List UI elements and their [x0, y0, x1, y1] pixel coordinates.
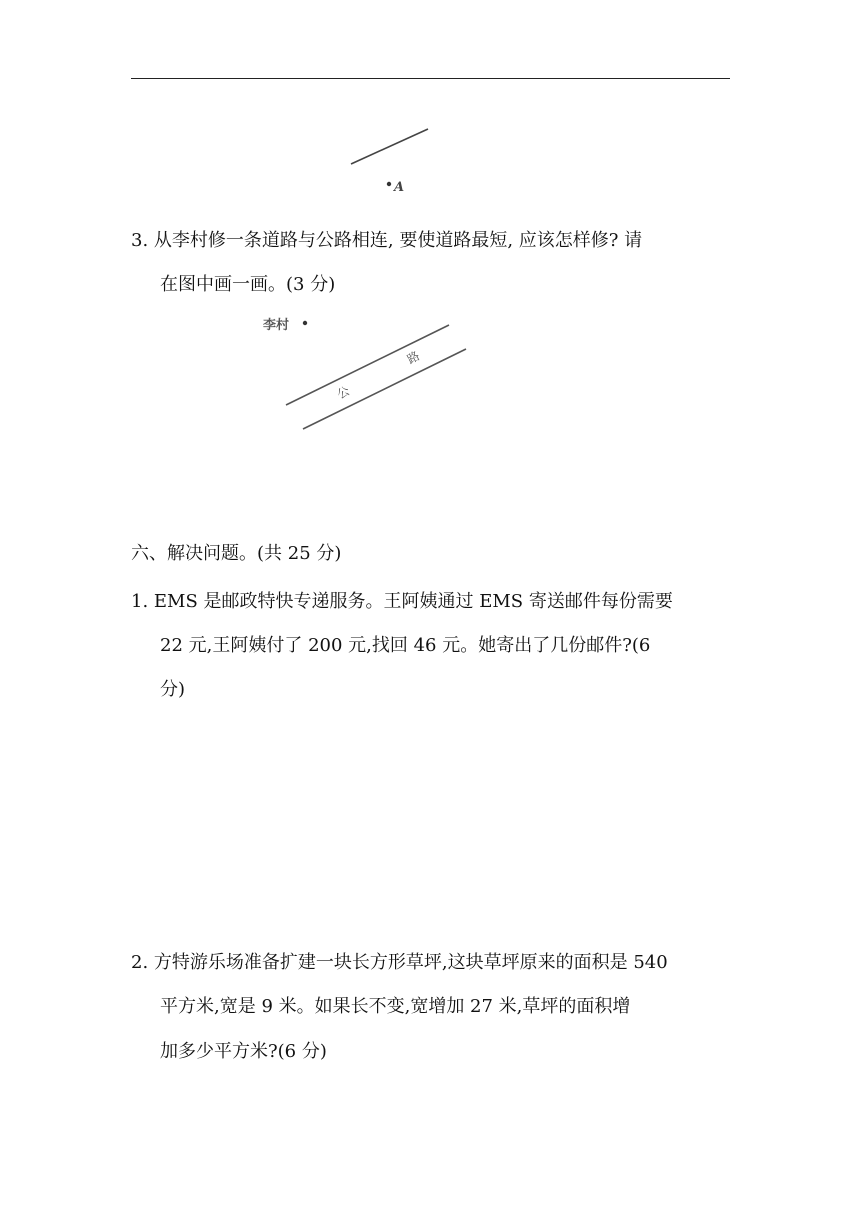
village-label: 李村 — [263, 318, 290, 333]
problem1-line2: 22 元,王阿姨付了 200 元,找回 46 元。她寄出了几份邮件?(6 — [160, 635, 651, 656]
figure-a-line — [351, 129, 428, 164]
village-dot — [303, 321, 307, 325]
problem2-line2: 平方米,宽是 9 米。如果长不变,宽增加 27 米,草坪的面积增 — [160, 996, 631, 1017]
figure-village-road — [263, 317, 466, 429]
problem1-line1: 1. EMS 是邮政特快专递服务。王阿姨通过 EMS 寄送邮件每份需要 — [131, 591, 673, 612]
problem2-line3: 加多少平方米?(6 分) — [160, 1041, 327, 1062]
q3-text-line1: 3. 从李村修一条道路与公路相连, 要使道路最短, 应该怎样修? 请 — [131, 230, 643, 251]
problem2-line1: 2. 方特游乐场准备扩建一块长方形草坪,这块草坪原来的面积是 540 — [131, 952, 668, 973]
road-edge-upper — [286, 325, 449, 405]
road-char-2: 路 — [404, 348, 423, 367]
figure-point-a — [351, 129, 428, 195]
road-edge-lower — [303, 349, 466, 429]
road-char-1: 公 — [334, 383, 353, 402]
section-heading: 六、解决问题。(共 25 分) — [131, 543, 342, 564]
point-a-dot — [387, 182, 391, 186]
point-a-label: A — [394, 180, 405, 195]
problem1-line3: 分) — [160, 679, 186, 700]
q3-text-line2: 在图中画一画。(3 分) — [160, 274, 336, 295]
